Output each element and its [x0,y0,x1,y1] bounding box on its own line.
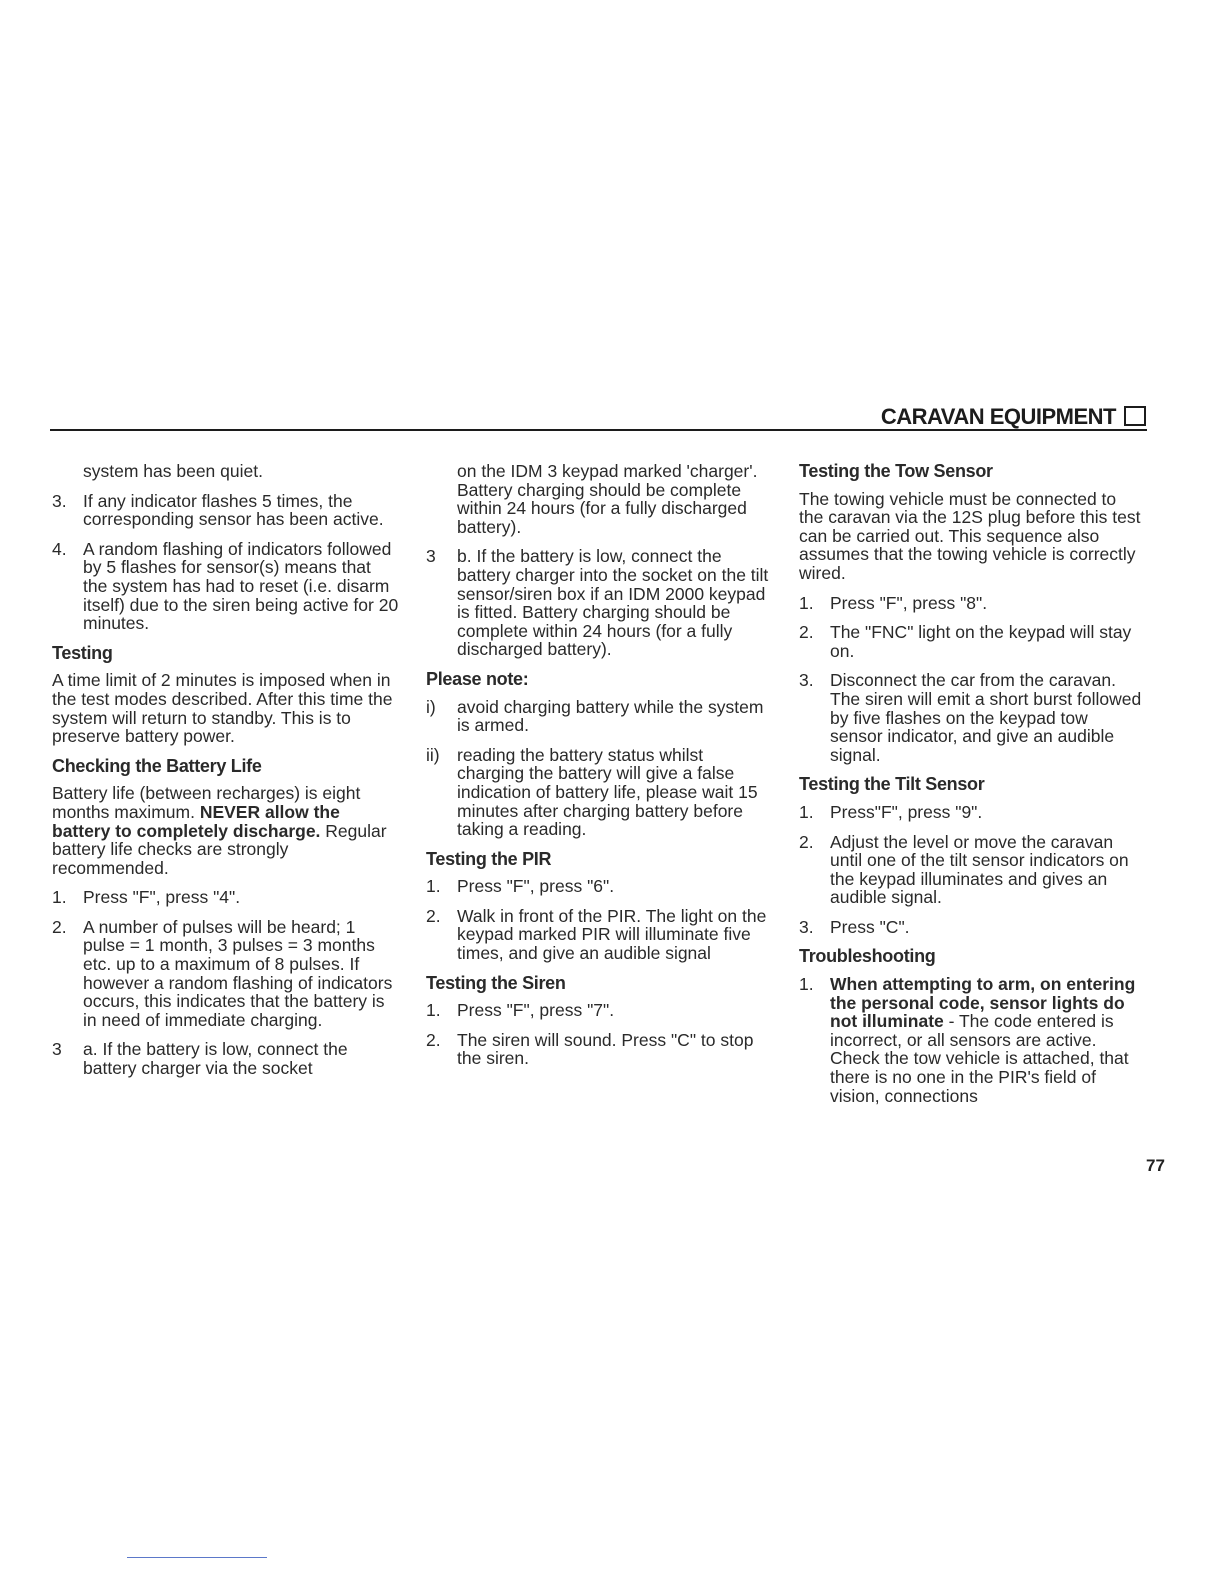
list-number: 3 [52,1039,62,1060]
troubleshoot-solution: - The code entered is incorrect, or all sensors are active. Check the tow vehicle is attached, that there is no one in the PIR's field of vision, connections [830,1011,1129,1106]
list-text: Press "F", press "4". [83,887,241,908]
section-heading-battery: Checking the Battery Life [52,755,262,776]
list-number: 1. [426,876,441,897]
header-rule [50,429,1147,431]
list-number: 1. [799,592,814,613]
list-number: 2. [799,622,814,643]
battery-text-1: Battery life (between recharges) is eight months maximum. [52,783,361,822]
column-1 [52,462,400,1089]
list-item [52,918,400,1030]
list-number: 2. [426,905,441,926]
list-text: Press "F", press "7". [457,1000,615,1021]
list-text: A number of pulses will be heard; 1 pulse = 1 month, 3 pulses = 3 months etc. up to a maximum of 8 pulses. If however a random flashing of indicators occurs, this indicates that the battery is in need of immediate charging. [83,916,393,1030]
list-text: reading the battery status whilst charging the battery will give a false indication of battery life, please wait 15 minutes after charging battery before taking a reading. [457,744,758,840]
list-number: 1. [799,974,814,995]
list-item [799,918,1145,937]
list-text: Press "F", press "6". [457,876,615,897]
list-number: 1. [426,1000,441,1021]
list-text: avoid charging battery while the system is armed. [457,696,764,736]
list-item [426,1031,772,1068]
section-heading-note: Please note: [426,668,529,689]
footer-line [127,1557,267,1558]
list-number: 2. [426,1029,441,1050]
column-3 [799,462,1145,1116]
list-number: 3. [799,916,814,937]
list-text: a. If the battery is low, connect the battery charger via the socket [83,1039,348,1079]
list-number: 1. [799,801,814,822]
list-text: Press "C". [830,916,910,937]
list-number: 3 [426,546,436,567]
list-item [799,803,1145,822]
section-heading-tow: Testing the Tow Sensor [799,461,993,481]
list-text: A random flashing of indicators followed by 5 flashes for sensor(s) means that the system has had to reset (i.e. disarm itself) due to the siren being active for 20 minutes. [83,538,399,634]
section-heading-testing: Testing [52,642,113,663]
list-item [799,833,1145,907]
list-number: 4. [52,538,67,559]
list-item [799,594,1145,613]
list-item [426,698,772,735]
list-item [426,547,772,659]
list-item [426,746,772,839]
column-2 [426,462,772,1079]
intro-text: system has been quiet. [83,461,263,481]
section-heading-pir: Testing the PIR [426,848,552,869]
list-item [426,907,772,963]
list-item [426,1001,772,1020]
list-text: The siren will sound. Press "C" to stop the siren. [457,1029,754,1069]
list-item [799,671,1145,764]
list-item [799,975,1145,1105]
list-item [426,877,772,896]
testing-paragraph: A time limit of 2 minutes is imposed when in the test modes described. After this time the system will return to standby. This is to preserve battery power. [52,670,393,747]
list-item [52,1040,400,1077]
list-item [799,623,1145,660]
list-item [52,492,400,529]
section-heading-siren: Testing the Siren [426,972,566,993]
list-number: i) [426,696,436,717]
list-text: If any indicator flashes 5 times, the corresponding sensor has been active. [83,490,384,530]
battery-paragraph [52,784,400,877]
continued-text: on the IDM 3 keypad marked 'charger'. Battery charging should be complete within 24 hours (for a fully discharged battery). [457,461,758,537]
list-number: 3. [52,490,67,511]
list-text: The "FNC" light on the keypad will stay on. [830,622,1132,661]
list-text: b. If the battery is low, connect the battery charger into the socket on the tilt sensor/siren box if an IDM 2000 keypad is fitted. Battery charging should be complete within 24 hours (for a fully discharged battery). [457,546,769,660]
list-item [52,888,400,907]
list-text [830,975,1145,1105]
tow-paragraph: The towing vehicle must be connected to the caravan via the 12S plug before this test can be carried out. This sequence also assumes that the towing vehicle is correctly wired. [799,488,1141,583]
section-heading-tilt: Testing the Tilt Sensor [799,774,985,795]
section-heading-troubleshooting: Troubleshooting [799,946,936,967]
list-text: Adjust the level or move the caravan until one of the tilt sensor indicators on the keypad illuminates and gives an audible signal. [830,831,1129,908]
list-text: Press"F", press "9". [830,801,983,822]
battery-warning: NEVER allow the battery to completely discharge. [52,801,340,841]
list-text: Walk in front of the PIR. The light on the keypad marked PIR will illuminate five times, and give an audible signal [457,905,767,964]
battery-text-2: Regular battery life checks are strongly recommended. [52,820,387,878]
troubleshoot-problem: When attempting to arm, on entering the personal code, sensor lights do not illuminate [830,974,1136,1032]
list-number: 2. [52,916,67,937]
header-box-icon [1124,406,1146,426]
list-text: Disconnect the car from the caravan. The siren will emit a short burst followed by five flashes on the keypad tow sensor indicator, and give an audible signal. [830,670,1142,765]
list-item [52,540,400,633]
list-number: 3. [799,670,814,691]
list-number: 2. [799,831,814,852]
list-number: 1. [52,887,67,908]
page-number: 77 [1146,1156,1165,1175]
list-number: ii) [426,744,440,765]
header-title: CARAVAN EQUIPMENT [880,404,1116,429]
list-text: Press "F", press "8". [830,592,988,613]
